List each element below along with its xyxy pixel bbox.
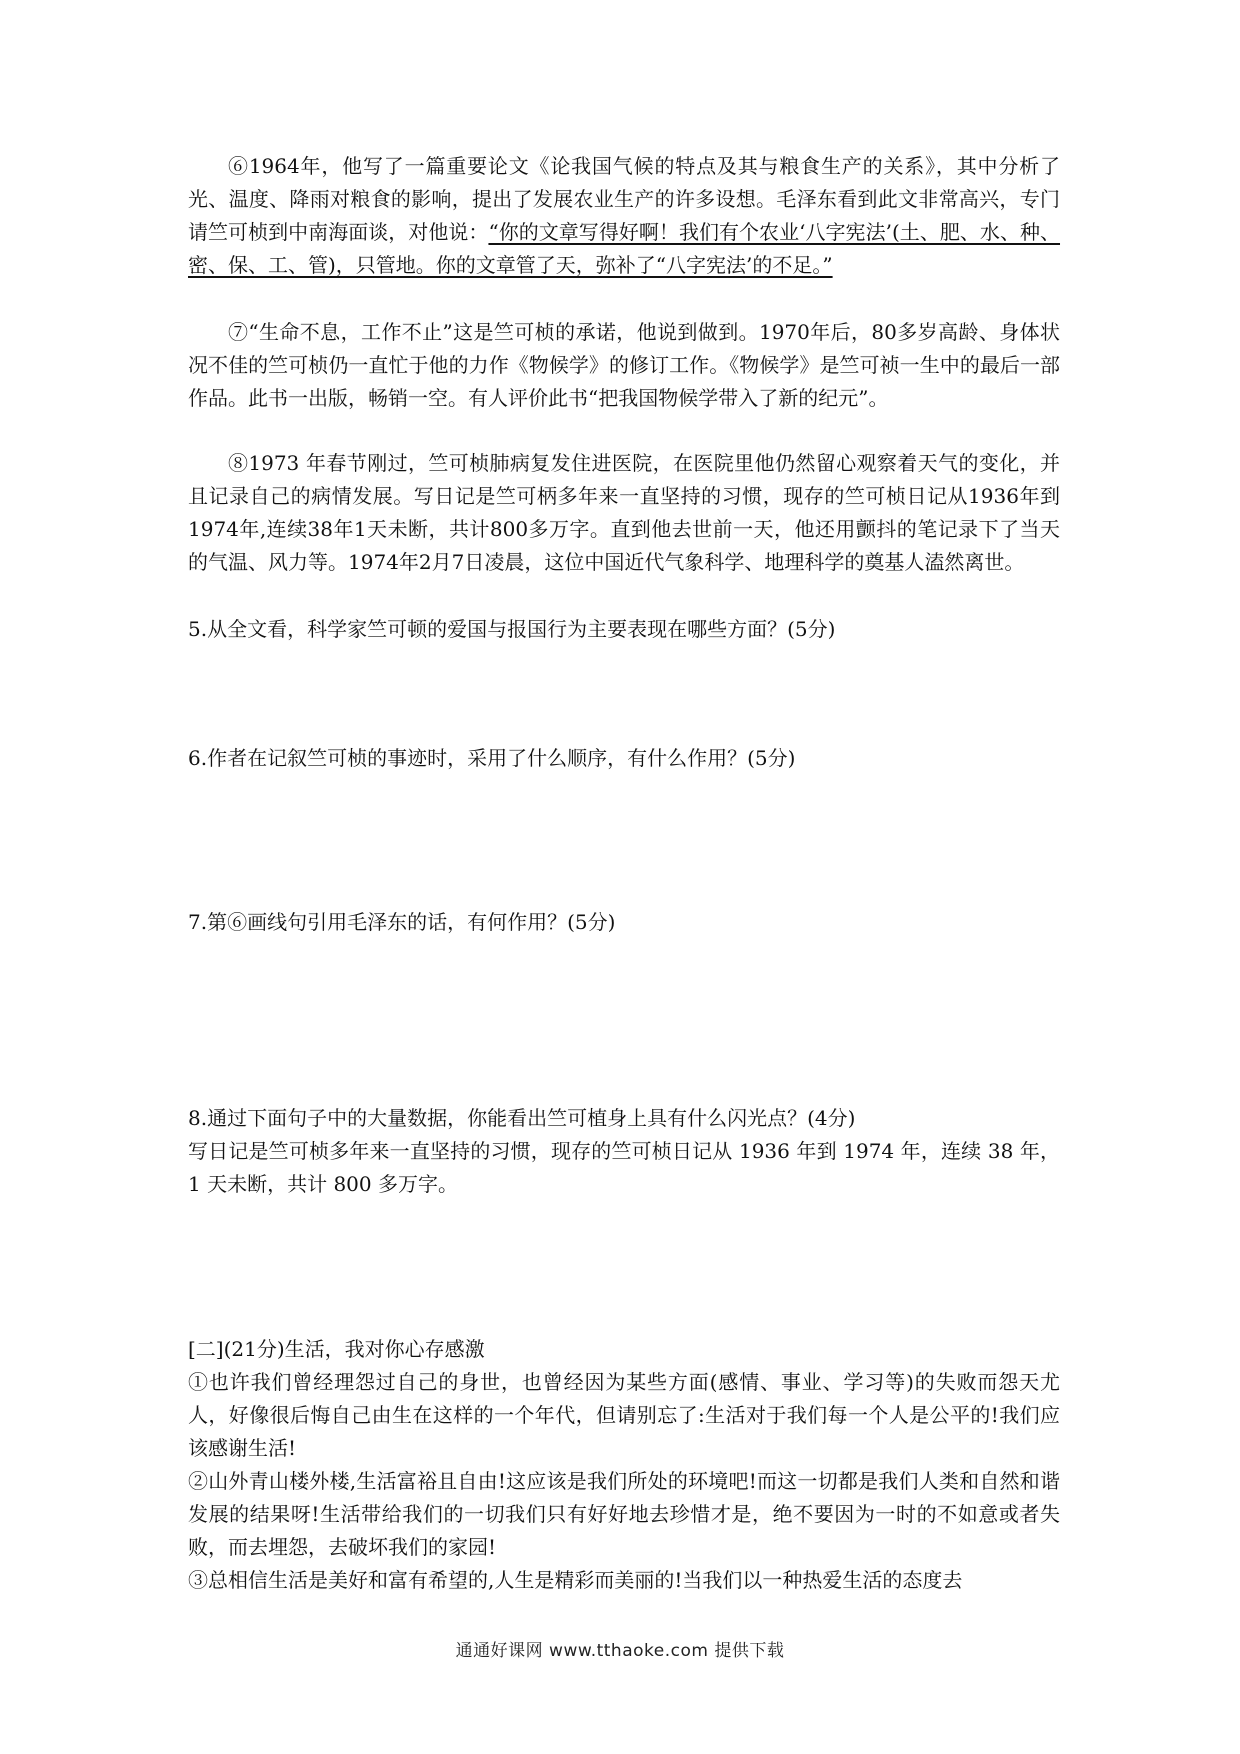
question-8-quote: 写日记是竺可桢多年来一直坚持的习惯，现存的竺可桢日记从 1936 年到 1974 年，连续 38 年，1 天未断，共计 800 多万字。 <box>188 1139 1060 1196</box>
paragraph-8: ⑧1973 年春节刚过，竺可桢肺病复发住进医院，在医院里他仍然留心观察着天气的变化，并且记录自己的病情发展。写日记是竺可柄多年来一直坚持的习惯，现存的竺可桢日记从1936年到1974年,连续38年1天未断，共计800多万字。直到他去世前一天，他还用颤抖的笔记录下了当天的气温、风力等。1974年2月7日凌晨，这位中国近代气象科学、地理科学的奠基人溘然离世。 <box>188 451 1060 574</box>
section-2-paragraph-1: ①也许我们曾经理怨过自己的身世，也曾经因为某些方面(感情、事业、学习等)的失败而怨天尤人，好像很后悔自己由生在这样的一个年代，但请别忘了:生活对于我们每一个人是公平的!我们应该感谢生活! <box>188 1370 1060 1460</box>
section-2-paragraph-3: ③总相信生活是美好和富有希望的,人生是精彩而美丽的!当我们以一种热爱生活的态度去 <box>188 1568 963 1592</box>
question-7: 7.第⑥画线句引用毛泽东的话，有何作用？(5分) <box>188 910 616 934</box>
paragraph-6 <box>188 150 1060 282</box>
page-footer: 通通好课网 www.tthaoke.com 提供下载 <box>455 1641 785 1661</box>
section-2-paragraph-2: ②山外青山楼外楼,生活富裕且自由!这应该是我们所处的环境吧!而这一切都是我们人类和自然和谐发展的结果呀!生活带给我们的一切我们只有好好地去珍惜才是，绝不要因为一时的不如意或者失败，而去埋怨，去破坏我们的家园! <box>188 1469 1060 1559</box>
section-2-heading: [二](21分)生活，我对你心存感激 <box>188 1337 485 1361</box>
question-6: 6.作者在记叙竺可桢的事迹时，采用了什么顺序，有什么作用？(5分) <box>188 746 796 770</box>
question-8: 8.通过下面句子中的大量数据，你能看出竺可植身上具有什么闪光点？(4分) <box>188 1106 856 1130</box>
question-5: 5.从全文看，科学家竺可顿的爱国与报国行为主要表现在哪些方面？(5分) <box>188 617 836 641</box>
paragraph-6-underlined-quote: “你的文章写得好啊！我们有个农业‘八字宪法’(土、肥、水、种、密、保、工、管)，只管地。你的文章管了天，弥补了“八字宪法’的不足。” <box>188 220 1061 277</box>
paragraph-7: ⑦“生命不息，工作不止”这是竺可桢的承诺，他说到做到。1970年后，80多岁高龄、身体状况不佳的竺可桢仍一直忙于他的力作《物候学》的修订工作。《物候学》是竺可祯一生中的最后一部作品。此书一出版，畅销一空。有人评价此书“把我国物候学带入了新的纪元”。 <box>188 320 1060 410</box>
paragraph-6-text: ⑥1964年，他写了一篇重要论文《论我国气候的特点及其与粮食生产的关系》，其中分析了光、温度、降雨对粮食的影响，提出了发展农业生产的许多设想。毛泽东看到此文非常高兴，专门请竺可桢到中南海面谈，对他说： <box>188 154 1060 244</box>
